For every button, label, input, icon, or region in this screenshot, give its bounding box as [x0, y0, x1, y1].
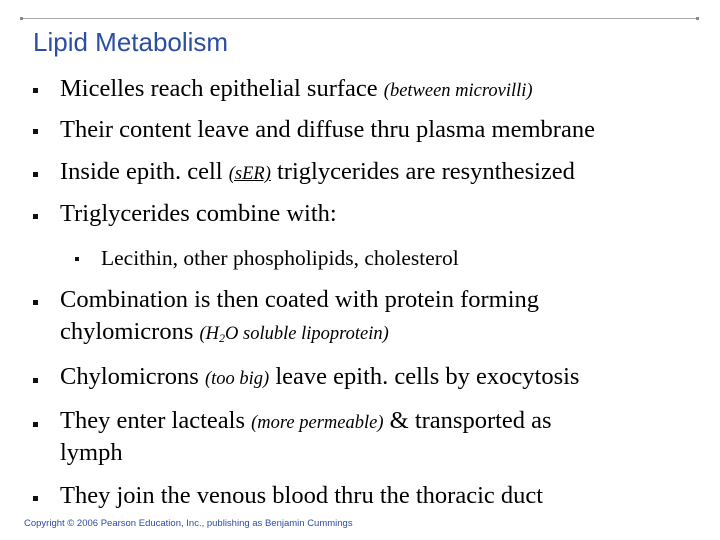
bullet-3-pre: Inside epith. cell: [60, 158, 223, 185]
bullet-marker: [33, 129, 38, 134]
bullet-marker: [33, 88, 38, 93]
bullet-3-post: triglycerides are resynthesized: [276, 158, 575, 185]
bullet-marker: [33, 214, 38, 219]
bullet-6: [60, 362, 579, 394]
bullet-7-line-2: lymph: [60, 439, 123, 466]
sub-bullet-1: Lecithin, other phospholipids, cholesterol: [101, 246, 459, 270]
bullet-5-chylomicrons: chylomicrons: [60, 318, 194, 345]
bullet-3-paren: (sER): [228, 164, 271, 184]
bullet-marker: [33, 378, 38, 383]
sub-bullet-marker: [75, 257, 79, 261]
bullet-3: [60, 157, 575, 189]
bullet-1-main: Micelles reach epithelial surface: [60, 75, 378, 102]
rule-end-dot-right: [696, 17, 699, 20]
bullet-1-paren: (between microvilli): [383, 81, 533, 101]
bullet-2: Their content leave and diffuse thru plasma membrane: [60, 116, 595, 143]
bullet-4: Triglycerides combine with:: [60, 200, 337, 227]
bullet-7-line-1: [60, 406, 552, 438]
bullet-5-subscript: 2: [219, 331, 226, 345]
bullet-8: They join the venous blood thru the thoracic duct: [60, 482, 544, 509]
bullet-7-post: & transported as: [389, 407, 552, 434]
bullet-5-paren: [200, 324, 389, 344]
bullet-1: [60, 74, 533, 106]
bullet-marker: [33, 300, 38, 305]
rule-end-dot-left: [20, 17, 23, 20]
top-rule: [22, 18, 698, 19]
bullet-5-line-2: [60, 317, 389, 353]
bullet-6-paren: (too big): [204, 369, 270, 389]
bullet-6-pre: Chylomicrons: [60, 363, 199, 390]
bullet-7-pre: They enter lacteals: [60, 407, 246, 434]
bullet-5-line-1: Combination is then coated with protein forming: [60, 286, 540, 313]
bullet-marker: [33, 422, 38, 427]
bullet-6-post: leave epith. cells by exocytosis: [275, 363, 580, 390]
slide-title: Lipid Metabolism: [33, 27, 229, 57]
copyright-footer: Copyright © 2006 Pearson Education, Inc., publishing as Benjamin Cummings: [24, 518, 353, 529]
bullet-5-paren-post: O soluble lipoprotein): [225, 324, 389, 344]
bullet-marker: [33, 496, 38, 501]
bullet-7-paren: (more permeable): [251, 413, 384, 433]
bullet-5-paren-pre: (H: [199, 324, 220, 344]
bullet-marker: [33, 172, 38, 177]
